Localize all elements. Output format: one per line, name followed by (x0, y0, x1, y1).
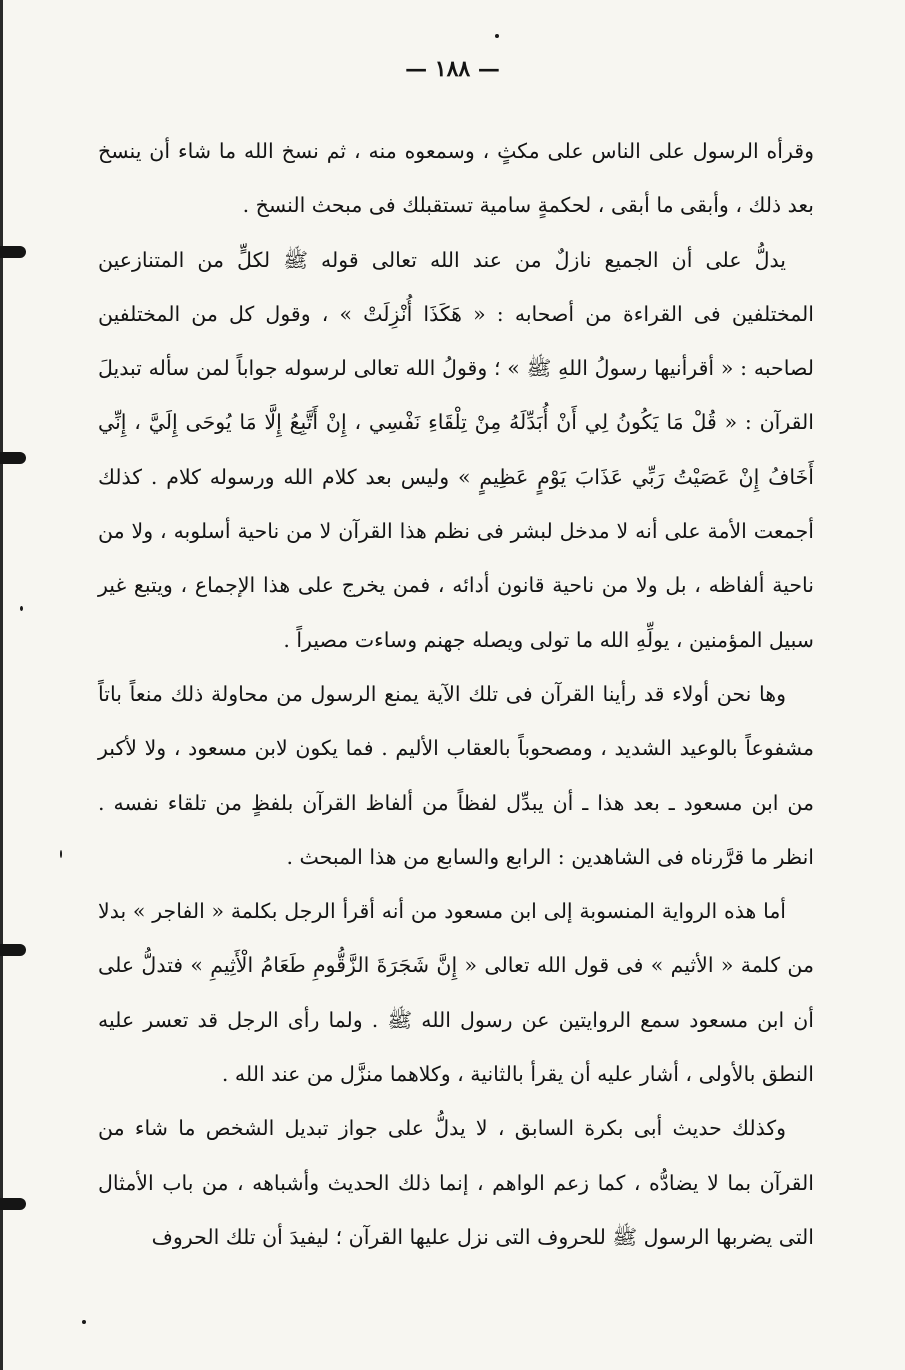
page-binding-edge (0, 0, 3, 1370)
ink-speck (60, 850, 62, 858)
ink-speck (20, 606, 23, 611)
paragraph: وها نحن أولاء قد رأينا القرآن فى تلك الآية يمنع الرسول من محاولة ذلك منعاً باتاً مشفوعاً بالوعيد الشديد ، ومصحوباً بالعقاب الأليم . فما يكون لابن مسعود ، ولا لأكبر من ابن مسعود ـ بعد هذا ـ أن يبدِّل لفظاً من ألفاظ القرآن بلفظٍ من تلقاء نفسه . انظر ما قرَّرناه فى الشاهدين : الرابع والسابع من هذا المبحث . (98, 681, 814, 869)
paragraph: يدلُّ على أن الجميع نازلٌ من عند الله تعالى قوله ﷺ لكلٍّ من المتنازعين المختلفين فى القراءة من أصحابه : « هَكَذَا أُنْزِلَتْ » ، وقول كل من المختلفين لصاحبه : « أقرأنيها رسولُ اللهِ ﷺ » ؛ وقولُ الله تعالى لرسوله جواباً لمن سأله تبديلَ القرآن : « قُلْ مَا يَكُونُ لِي أَنْ أُبَدِّلَهُ مِنْ تِلْقَاءِ نَفْسِي ، إِنْ أَتَّبِعُ إِلَّا مَا يُوحَى إِلَيَّ ، إِنِّي أَخَافُ إِنْ عَصَيْتُ رَبِّي عَذَابَ يَوْمٍ عَظِيمٍ » وليس بعد كلام الله ورسوله كلام . كذلك أجمعت الأمة على أنه لا مدخل لبشر فى نظم هذا القرآن لا من ناحية أسلوبه ، ولا من ناحية ألفاظه ، بل ولا من ناحية قانون أدائه ، فمن يخرج على هذا الإجماع ، ويتبع غير سبيل المؤمنين ، يولِّهِ الله ما تولى ويصله جهنم وساءت مصيراً . (98, 247, 814, 652)
margin-tab-mark (0, 452, 26, 464)
paragraph: وقرأه الرسول على الناس على مكثٍ ، وسمعوه منه ، ثم نسخ الله ما شاء أن ينسخ بعد ذلك ، وأبقى ما أبقى ، لحكمةٍ سامية تستقبلك فى مبحث النسخ . (98, 139, 814, 218)
page-number: — ١٨٨ — (405, 56, 500, 82)
margin-tab-mark (0, 944, 26, 956)
paragraph: وكذلك حديث أبى بكرة السابق ، لا يدلُّ على جواز تبديل الشخص ما شاء من القرآن بما لا يضادُّه ، كما زعم الواهم ، إنما ذلك الحديث وأشباهه ، من باب الأمثال التى يضربها الرسول ﷺ للحروف التى نزل عليها القرآن ؛ ليفيدَ أن تلك الحروف (98, 1116, 814, 1249)
margin-tab-mark (0, 1198, 26, 1210)
margin-tab-mark (0, 246, 26, 258)
paragraph: أما هذه الرواية المنسوبة إلى ابن مسعود من أنه أقرأ الرجل بكلمة « الفاجر » بدلا من كلمة « الأثيم » فى قول الله تعالى « إِنَّ شَجَرَةَ الزَّقُّومِ طَعَامُ الْأَثِيمِ » فتدلُّ على أن ابن مسعود سمع الروايتين عن رسول الله ﷺ . ولما رأى الرجل قد تعسر عليه النطق بالأولى ، أشار عليه أن يقرأ بالثانية ، وكلاهما منزَّل من عند الله . (98, 899, 814, 1087)
ink-speck (82, 1320, 86, 1324)
body-text (98, 124, 814, 1264)
ink-speck (495, 34, 499, 38)
